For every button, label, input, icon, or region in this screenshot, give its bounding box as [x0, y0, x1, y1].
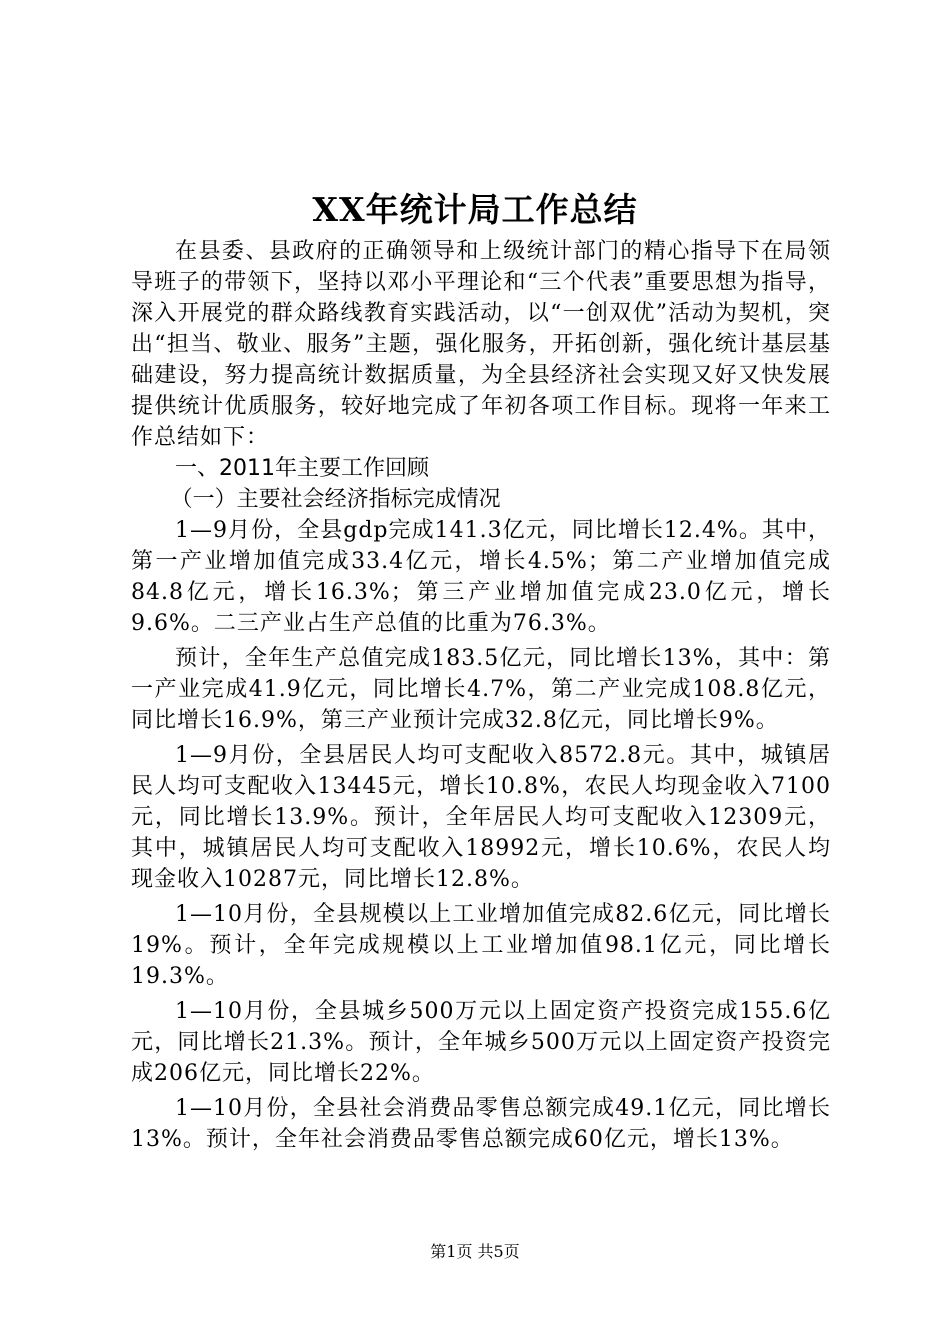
- body-paragraph: 1—10月份，全县规模以上工业增加值完成82.6亿元，同比增长19%。预计，全年完成规模以上工业增加值98.1亿元，同比增长19.3%。: [131, 902, 831, 989]
- subsection-heading: （一）主要社会经济指标完成情况: [170, 487, 501, 512]
- page-title: XX年统计局工作总结: [312, 190, 638, 229]
- intro-paragraph: 在县委、县政府的正确领导和上级统计部门的精心指导下在局领导班子的带领下，坚持以邓小平理论和“三个代表”重要思想为指导，深入开展党的群众路线教育实践活动，以“一创双优”活动为契机，突出“担当、敬业、服务”主题，强化服务，开拓创新，强化统计基层基础建设，努力提高统计数据质量，为全县经济社会实现又好又快发展提供统计优质服务，较好地完成了年初各项工作目标。现将一年来工作总结如下：: [131, 239, 831, 450]
- body-paragraph: 1—9月份，全县居民人均可支配收入8572.8元。其中，城镇居民人均可支配收入13445元，增长10.8%，农民人均现金收入7100元，同比增长13.9%。预计，全年居民人均可支配收入12309元，其中，城镇居民人均可支配收入18992元，增长10.6%，农民人均现金收入10287元，同比增长12.8%。: [131, 743, 831, 892]
- body-paragraph: 1—10月份，全县城乡500万元以上固定资产投资完成155.6亿元，同比增长21.3%。预计，全年城乡500万元以上固定资产投资完成206亿元，同比增长22%。: [131, 999, 831, 1086]
- body-paragraph: 1—9月份，全县gdp完成141.3亿元，同比增长12.4%。其中，第一产业增加值完成33.4亿元，增长4.5%；第二产业增加值完成84.8亿元，增长16.3%；第三产业增加值完成23.0亿元，增长9.6%。二三产业占生产总值的比重为76.3%。: [131, 518, 831, 636]
- section-heading: 一、2011年主要工作回顾: [175, 456, 429, 481]
- body-paragraph: 1—10月份，全县社会消费品零售总额完成49.1亿元，同比增长13%。预计，全年社会消费品零售总额完成60亿元，增长13%。: [131, 1096, 831, 1152]
- body-paragraph: 预计，全年生产总值完成183.5亿元，同比增长13%，其中：第一产业完成41.9亿元，同比增长4.7%，第二产业完成108.8亿元，同比增长16.9%，第三产业预计完成32.8亿元，同比增长9%。: [131, 646, 831, 733]
- page-footer: 第1页 共5页: [430, 1242, 520, 1261]
- document-body: [131, 236, 831, 1155]
